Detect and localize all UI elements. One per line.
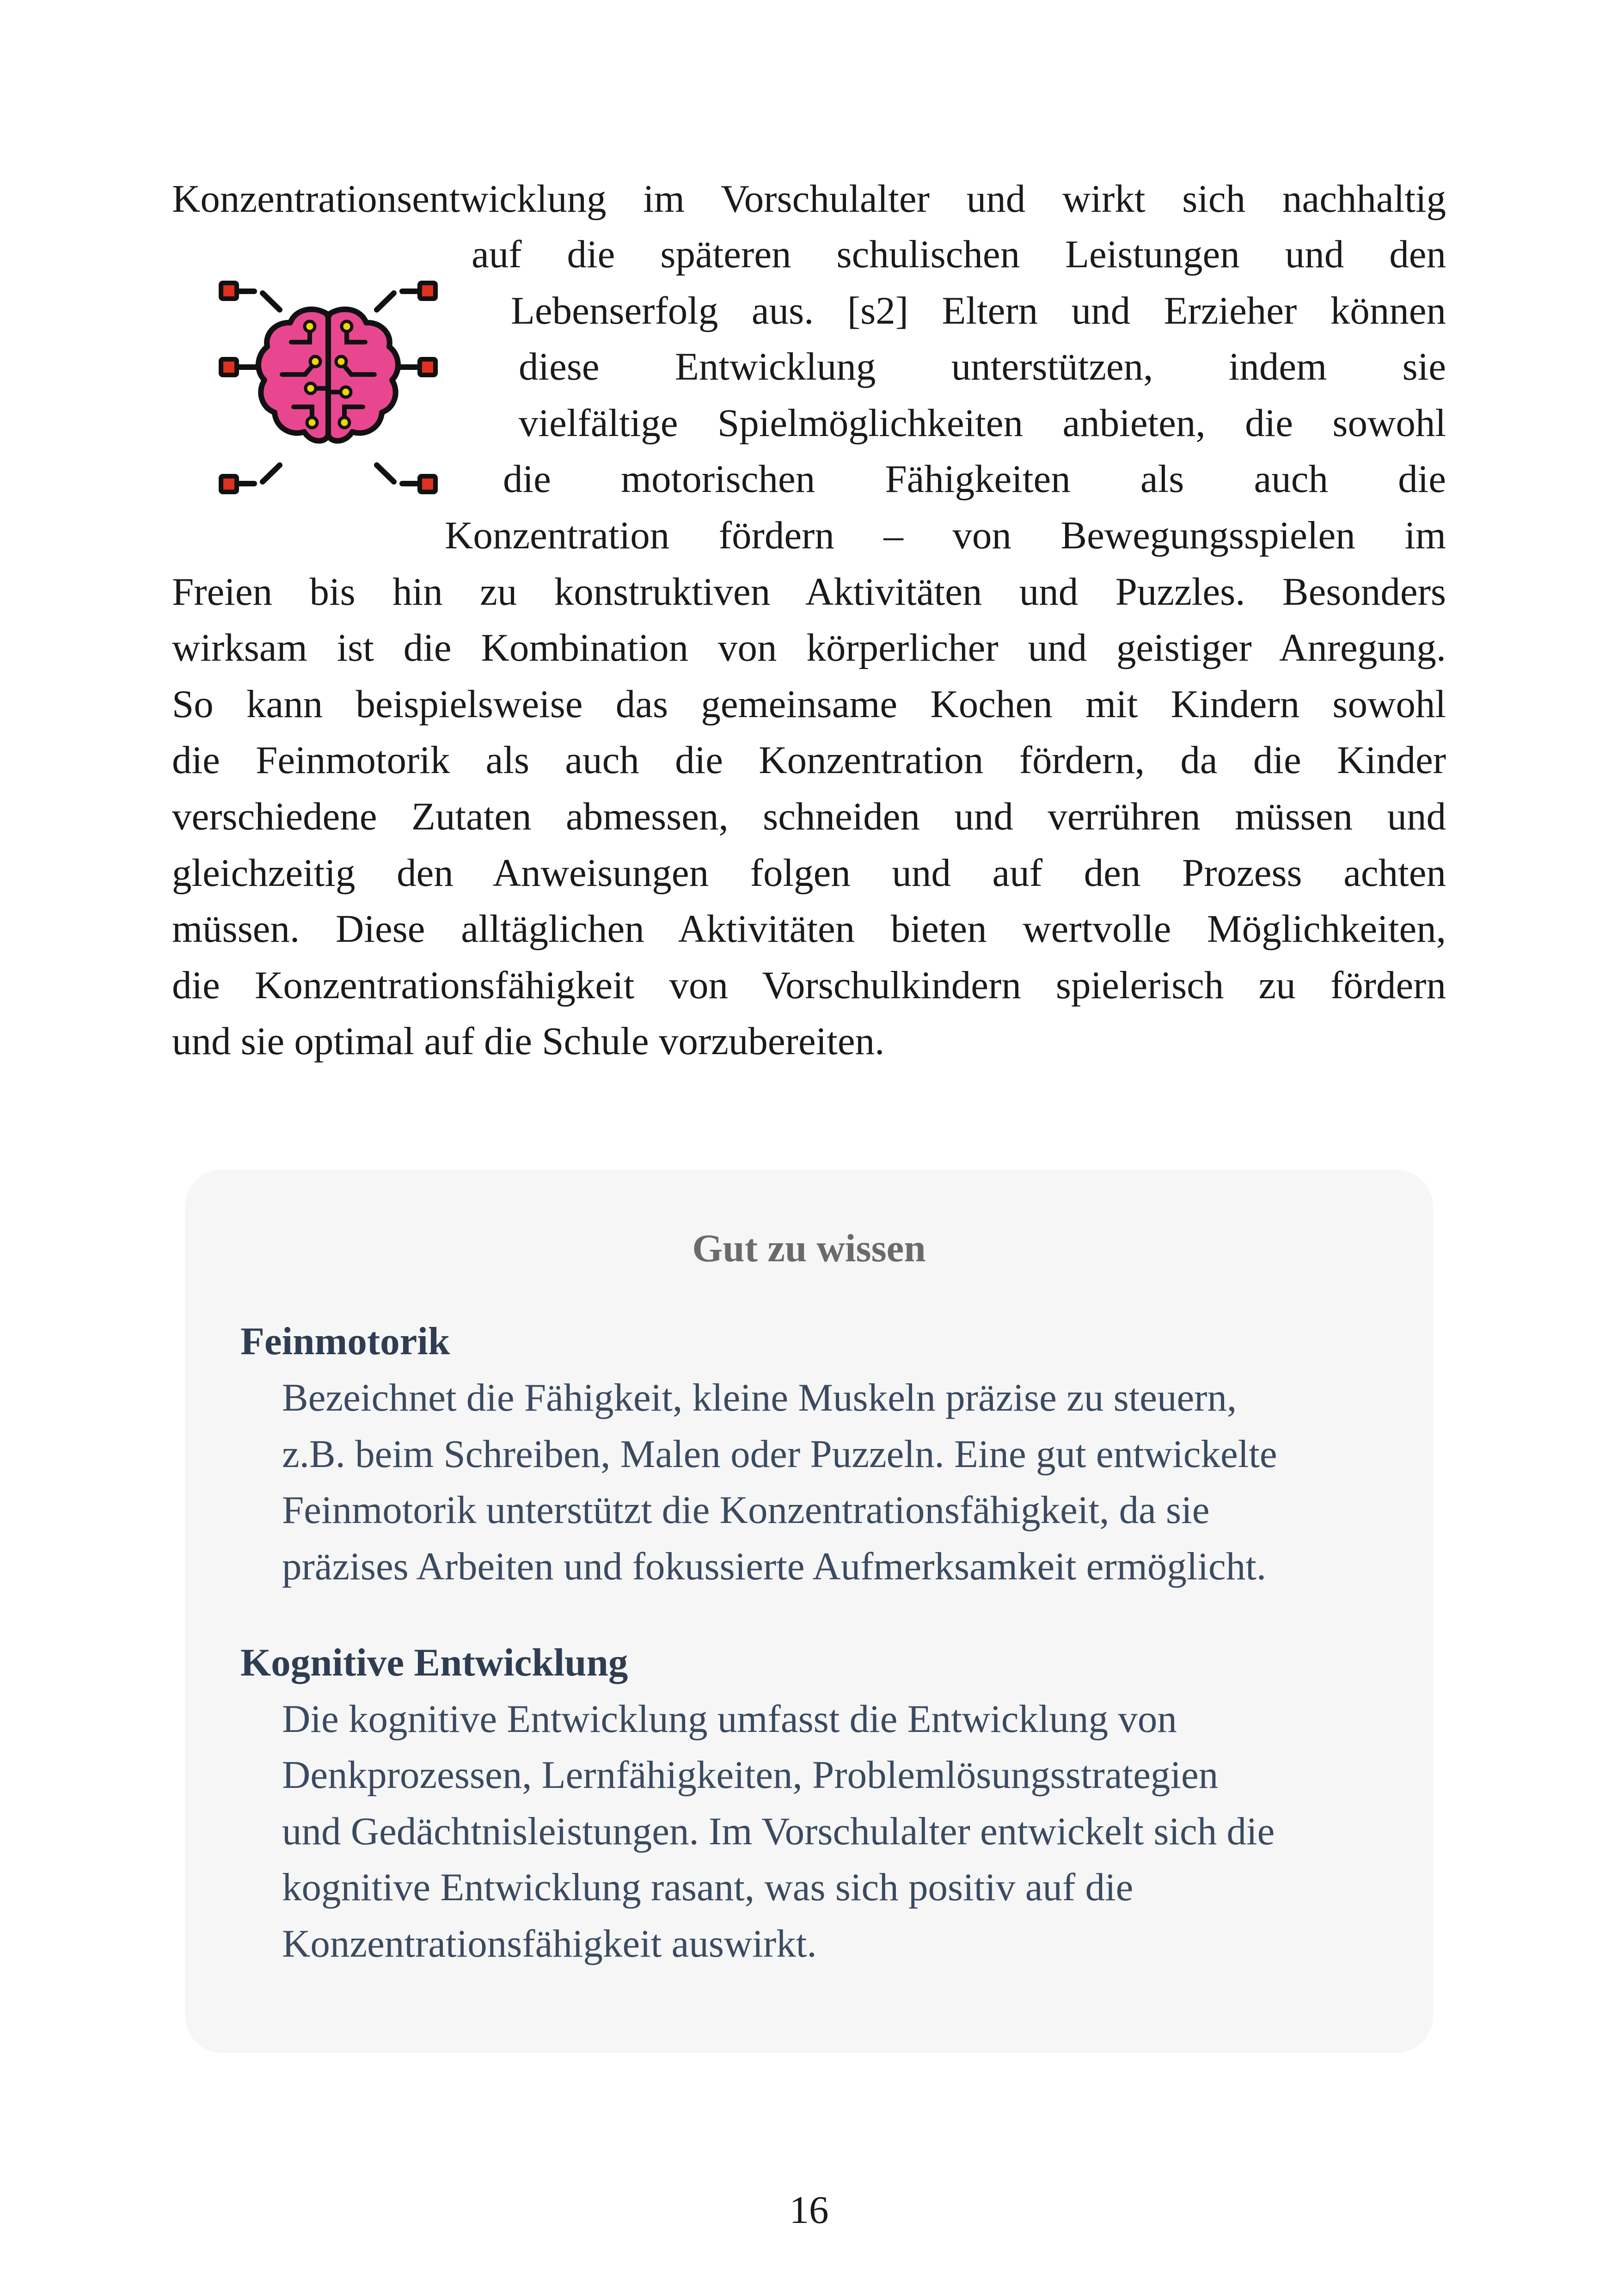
body-line: müssen. Diese alltäglichen Aktivitäten bieten wertvolle Möglichkeiten, — [172, 907, 1446, 951]
body-line: die Konzentrationsfähigkeit von Vorschulkindern spielerisch zu fördern — [172, 964, 1446, 1007]
body-line: Freien bis hin zu konstruktiven Aktivitäten und Puzzles. Besonders — [172, 570, 1446, 614]
body-line: diese Entwicklung unterstützen, indem sie — [519, 345, 1446, 388]
glossary-definition-line: Denkprozessen, Lernfähigkeiten, Problemlösungsstrategien — [282, 1753, 1219, 1797]
glossary-definition-line: kognitive Entwicklung rasant, was sich positiv auf die — [282, 1866, 1134, 1909]
glossary-definition-line: Feinmotorik unterstützt die Konzentrationsfähigkeit, da sie — [282, 1488, 1210, 1532]
info-box-title: Gut zu wissen — [692, 1227, 926, 1270]
glossary-definition-line: und Gedächtnisleistungen. Im Vorschulalter entwickelt sich die — [282, 1810, 1275, 1853]
glossary-term: Kognitive Entwicklung — [240, 1641, 628, 1684]
body-line: gleichzeitig den Anweisungen folgen und auf den Prozess achten — [172, 851, 1446, 895]
glossary-definition-line: Konzentrationsfähigkeit auswirkt. — [282, 1922, 817, 1965]
page-number: 16 — [789, 2188, 829, 2232]
body-line: wirksam ist die Kombination von körperlicher und geistiger Anregung. — [172, 626, 1446, 669]
glossary-definition-line: Bezeichnet die Fähigkeit, kleine Muskeln präzise zu steuern, — [282, 1376, 1237, 1419]
body-line: verschiedene Zutaten abmessen, schneiden und verrühren müssen und — [172, 795, 1446, 838]
body-line: Konzentrationsentwicklung im Vorschulalter und wirkt sich nachhaltig — [172, 177, 1446, 221]
body-line: vielfältige Spielmöglichkeiten anbieten, die sowohl — [519, 401, 1446, 445]
glossary-definition-line: präzises Arbeiten und fokussierte Aufmerksamkeit ermöglicht. — [282, 1545, 1267, 1588]
body-line: Konzentration fördern – von Bewegungsspielen im — [445, 514, 1446, 557]
body-line: und sie optimal auf die Schule vorzubereiten. — [172, 1019, 885, 1063]
info-box — [185, 1170, 1433, 2053]
glossary-definition-line: z.B. beim Schreiben, Malen oder Puzzeln. Eine gut entwickelte — [282, 1432, 1277, 1476]
glossary-term: Feinmotorik — [240, 1320, 450, 1363]
body-line: die Feinmotorik als auch die Konzentration fördern, da die Kinder — [172, 738, 1446, 782]
body-line: So kann beispielsweise das gemeinsame Kochen mit Kindern sowohl — [172, 682, 1446, 726]
brain-circuit-icon — [213, 273, 444, 504]
glossary-definition-line: Die kognitive Entwicklung umfasst die Entwicklung von — [282, 1697, 1177, 1741]
body-line: Lebenserfolg aus. [s2] Eltern und Erzieher können — [511, 289, 1446, 332]
body-line: auf die späteren schulischen Leistungen und den — [472, 233, 1446, 276]
body-line: die motorischen Fähigkeiten als auch die — [503, 457, 1446, 501]
